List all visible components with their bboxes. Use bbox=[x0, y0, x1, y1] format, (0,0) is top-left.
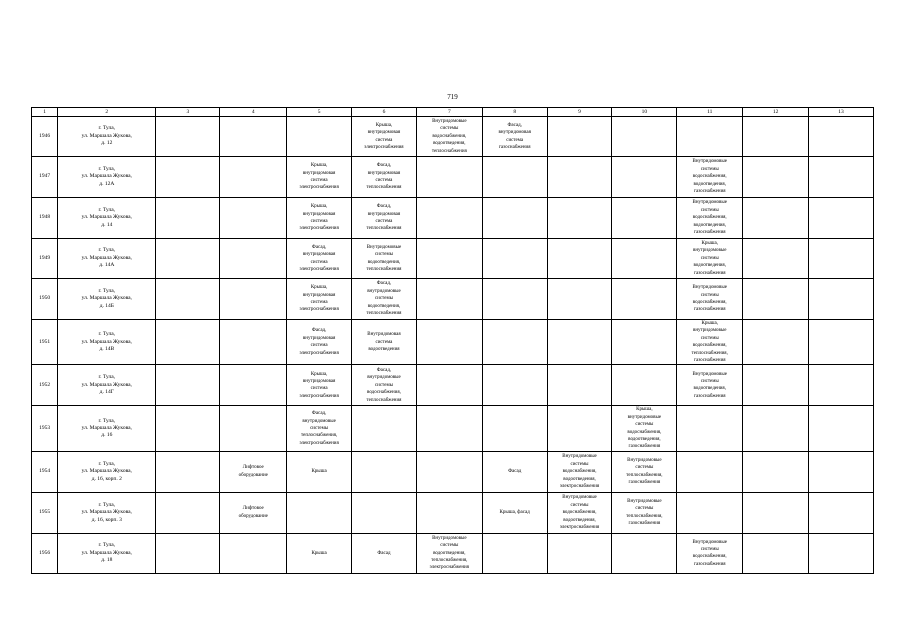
work-type-cell bbox=[220, 320, 287, 365]
work-type-cell: Внутридомовые системы водоснабжения, водоотведения, газоснабжения bbox=[677, 157, 743, 198]
work-type-cell bbox=[809, 451, 874, 492]
address-cell: г. Тула, ул. Маршала Жукова, д. 18 bbox=[58, 533, 156, 573]
row-number-cell: 1956 bbox=[32, 533, 58, 573]
work-type-cell: Внутридомовые системы водоснабжения, водоотведения, газоснабжения bbox=[677, 198, 743, 239]
work-type-cell bbox=[743, 157, 809, 198]
column-header-5: 5 bbox=[287, 108, 352, 117]
column-header-13: 13 bbox=[809, 108, 874, 117]
work-type-cell: Фасад, внутридомовые системы водоснабжения, теплоснабжения bbox=[352, 365, 417, 406]
table-row bbox=[32, 492, 874, 533]
work-type-cell: Фасад, внутридомовая система теплоснабжения bbox=[352, 157, 417, 198]
work-type-cell bbox=[612, 239, 677, 279]
work-type-cell bbox=[547, 365, 612, 406]
work-type-cell: Крыша, внутридомовая система электроснабжения bbox=[287, 157, 352, 198]
work-type-cell bbox=[743, 279, 809, 320]
work-type-cell bbox=[547, 533, 612, 573]
work-type-cell bbox=[156, 117, 220, 157]
work-type-cell bbox=[416, 157, 482, 198]
work-type-cell: Фасад bbox=[352, 533, 417, 573]
work-type-cell bbox=[352, 451, 417, 492]
work-type-cell bbox=[547, 406, 612, 451]
table-row bbox=[32, 198, 874, 239]
work-type-cell: Внутридомовые системы теплоснабжения, газоснабжения bbox=[612, 492, 677, 533]
work-type-cell bbox=[156, 533, 220, 573]
table-row bbox=[32, 157, 874, 198]
table-row bbox=[32, 451, 874, 492]
work-type-cell bbox=[482, 533, 547, 573]
row-number-cell: 1948 bbox=[32, 198, 58, 239]
work-type-cell bbox=[809, 157, 874, 198]
work-type-cell bbox=[547, 157, 612, 198]
work-type-cell bbox=[156, 320, 220, 365]
work-type-cell bbox=[809, 117, 874, 157]
work-type-cell bbox=[743, 406, 809, 451]
table-row bbox=[32, 239, 874, 279]
work-type-cell: Крыша bbox=[287, 533, 352, 573]
row-number-cell: 1947 bbox=[32, 157, 58, 198]
column-header-7: 7 bbox=[416, 108, 482, 117]
work-type-cell bbox=[220, 198, 287, 239]
work-type-cell bbox=[809, 198, 874, 239]
column-header-12: 12 bbox=[743, 108, 809, 117]
work-type-cell bbox=[547, 239, 612, 279]
work-type-cell: Крыша, внутридомовая система электроснабжения bbox=[287, 279, 352, 320]
row-number-cell: 1955 bbox=[32, 492, 58, 533]
work-type-cell: Крыша, внутридомовая система электроснабжения bbox=[287, 198, 352, 239]
work-type-cell bbox=[809, 406, 874, 451]
work-type-cell bbox=[416, 365, 482, 406]
page-number: 719 bbox=[447, 93, 458, 101]
work-type-cell: Крыша bbox=[287, 451, 352, 492]
work-type-cell bbox=[743, 198, 809, 239]
work-type-cell: Фасад, внутридомовые системы теплоснабжения, электроснабжения bbox=[287, 406, 352, 451]
work-type-cell: Внутридомовые системы водоотведения, теплоснабжения bbox=[352, 239, 417, 279]
work-type-cell bbox=[482, 365, 547, 406]
work-type-cell: Фасад bbox=[482, 451, 547, 492]
work-type-cell bbox=[220, 279, 287, 320]
table-row bbox=[32, 279, 874, 320]
work-type-cell bbox=[416, 406, 482, 451]
work-type-cell bbox=[287, 492, 352, 533]
work-type-cell: Фасад, внутридомовая система газоснабжения bbox=[482, 117, 547, 157]
row-number-cell: 1949 bbox=[32, 239, 58, 279]
work-type-cell bbox=[220, 365, 287, 406]
work-type-cell: Внутридомовые системы водоснабжения, водоотведения, электроснабжения bbox=[547, 451, 612, 492]
work-type-cell: Крыша, фасад bbox=[482, 492, 547, 533]
work-type-cell bbox=[677, 451, 743, 492]
work-type-cell bbox=[809, 239, 874, 279]
row-number-cell: 1946 bbox=[32, 117, 58, 157]
table-body bbox=[32, 117, 874, 574]
work-type-cell bbox=[743, 239, 809, 279]
row-number-cell: 1953 bbox=[32, 406, 58, 451]
work-type-cell bbox=[547, 117, 612, 157]
work-type-cell bbox=[612, 365, 677, 406]
work-type-cell bbox=[743, 492, 809, 533]
work-type-cell bbox=[220, 117, 287, 157]
work-type-cell: Фасад, внутридомовая система электроснабжения bbox=[287, 239, 352, 279]
work-type-cell bbox=[220, 239, 287, 279]
work-type-cell bbox=[156, 451, 220, 492]
work-type-cell bbox=[482, 406, 547, 451]
work-type-cell: Фасад, внутридомовая система электроснабжения bbox=[287, 320, 352, 365]
column-header-4: 4 bbox=[220, 108, 287, 117]
work-type-cell bbox=[612, 279, 677, 320]
work-type-cell bbox=[809, 533, 874, 573]
work-type-cell bbox=[416, 239, 482, 279]
address-cell: г. Тула, ул. Маршала Жукова, д. 14Г bbox=[58, 365, 156, 406]
work-type-cell bbox=[809, 365, 874, 406]
table-row bbox=[32, 320, 874, 365]
address-cell: г. Тула, ул. Маршала Жукова, д. 12 bbox=[58, 117, 156, 157]
work-type-cell: Внутридомовые системы теплоснабжения, газоснабжения bbox=[612, 451, 677, 492]
work-type-cell bbox=[612, 157, 677, 198]
row-number-cell: 1952 bbox=[32, 365, 58, 406]
column-header-8: 8 bbox=[482, 108, 547, 117]
column-header-6: 6 bbox=[352, 108, 417, 117]
column-header-9: 9 bbox=[547, 108, 612, 117]
work-type-cell: Внутридомовые системы водоснабжения, водоотведения, электроснабжения bbox=[547, 492, 612, 533]
table-row bbox=[32, 533, 874, 573]
work-type-cell bbox=[416, 279, 482, 320]
work-type-cell bbox=[287, 117, 352, 157]
column-number-header-row bbox=[32, 108, 874, 117]
column-header-1: 1 bbox=[32, 108, 58, 117]
work-type-cell bbox=[156, 492, 220, 533]
work-type-cell bbox=[809, 279, 874, 320]
work-type-cell bbox=[352, 492, 417, 533]
work-type-cell: Крыша, внутридомовая система электроснабжения bbox=[287, 365, 352, 406]
work-type-cell bbox=[482, 198, 547, 239]
address-cell: г. Тула, ул. Маршала Жукова, д. 16, корп. 3 bbox=[58, 492, 156, 533]
address-cell: г. Тула, ул. Маршала Жукова, д. 12А bbox=[58, 157, 156, 198]
work-type-cell bbox=[156, 279, 220, 320]
table-row bbox=[32, 406, 874, 451]
work-type-cell bbox=[743, 117, 809, 157]
work-type-cell bbox=[416, 320, 482, 365]
column-header-11: 11 bbox=[677, 108, 743, 117]
work-type-cell bbox=[809, 320, 874, 365]
column-header-10: 10 bbox=[612, 108, 677, 117]
work-type-cell bbox=[482, 279, 547, 320]
work-type-cell: Крыша, внутридомовая система электроснабжения bbox=[352, 117, 417, 157]
work-type-cell bbox=[677, 492, 743, 533]
work-type-cell bbox=[677, 406, 743, 451]
work-type-cell: Внутридомовые системы водоотведения, теплоснабжения, электроснабжения bbox=[416, 533, 482, 573]
address-cell: г. Тула, ул. Маршала Жукова, д. 16, корп. 2 bbox=[58, 451, 156, 492]
work-type-cell bbox=[612, 198, 677, 239]
work-type-cell bbox=[156, 198, 220, 239]
work-type-cell bbox=[416, 451, 482, 492]
work-type-cell bbox=[156, 406, 220, 451]
table-row bbox=[32, 117, 874, 157]
work-type-cell bbox=[547, 198, 612, 239]
work-type-cell: Фасад, внутридомовая система теплоснабжения bbox=[352, 198, 417, 239]
work-type-cell bbox=[156, 365, 220, 406]
work-type-cell: Крыша, внутридомовые системы водоснабжения, теплоснабжения, газоснабжения bbox=[677, 320, 743, 365]
row-number-cell: 1954 bbox=[32, 451, 58, 492]
work-type-cell bbox=[612, 533, 677, 573]
work-type-cell: Внутридомовые системы водоснабжения, газоснабжения bbox=[677, 533, 743, 573]
work-type-cell bbox=[743, 365, 809, 406]
column-header-3: 3 bbox=[156, 108, 220, 117]
work-type-cell: Внутридомовые системы водоснабжения, водоотведения, теплоснабжения bbox=[416, 117, 482, 157]
work-type-cell: Лифтовое оборудование bbox=[220, 451, 287, 492]
work-type-cell bbox=[547, 279, 612, 320]
work-type-cell: Крыша, внутридомовые системы водоотведения, газоснабжения bbox=[677, 239, 743, 279]
address-cell: г. Тула, ул. Маршала Жукова, д. 14А bbox=[58, 239, 156, 279]
work-type-cell: Внутридомовая система водоотведения bbox=[352, 320, 417, 365]
work-type-cell bbox=[612, 320, 677, 365]
work-type-cell bbox=[482, 157, 547, 198]
address-cell: г. Тула, ул. Маршала Жукова, д. 14В bbox=[58, 320, 156, 365]
work-type-cell bbox=[743, 320, 809, 365]
work-type-cell: Фасад, внутридомовые системы водоотведения, теплоснабжения bbox=[352, 279, 417, 320]
work-type-cell: Внутридомовые системы водоотведения, газоснабжения bbox=[677, 365, 743, 406]
table-row bbox=[32, 365, 874, 406]
repair-schedule-table bbox=[31, 107, 874, 574]
work-type-cell bbox=[220, 533, 287, 573]
work-type-cell bbox=[809, 492, 874, 533]
work-type-cell bbox=[416, 492, 482, 533]
row-number-cell: 1950 bbox=[32, 279, 58, 320]
work-type-cell bbox=[547, 320, 612, 365]
work-type-cell bbox=[352, 406, 417, 451]
work-type-cell bbox=[220, 157, 287, 198]
address-cell: г. Тула, ул. Маршала Жукова, д. 14Б bbox=[58, 279, 156, 320]
work-type-cell bbox=[482, 320, 547, 365]
row-number-cell: 1951 bbox=[32, 320, 58, 365]
work-type-cell bbox=[482, 239, 547, 279]
work-type-cell bbox=[220, 406, 287, 451]
work-type-cell bbox=[677, 117, 743, 157]
address-cell: г. Тула, ул. Маршала Жукова, д. 14 bbox=[58, 198, 156, 239]
work-type-cell bbox=[156, 239, 220, 279]
work-type-cell bbox=[743, 533, 809, 573]
work-type-cell: Лифтовое оборудование bbox=[220, 492, 287, 533]
work-type-cell: Крыша, внутридомовые системы водоснабжения, водоотведения, газоснабжения bbox=[612, 406, 677, 451]
work-type-cell: Внутридомовые системы водоснабжения, газоснабжения bbox=[677, 279, 743, 320]
work-type-cell bbox=[416, 198, 482, 239]
work-type-cell bbox=[156, 157, 220, 198]
column-header-2: 2 bbox=[58, 108, 156, 117]
work-type-cell bbox=[743, 451, 809, 492]
work-type-cell bbox=[612, 117, 677, 157]
address-cell: г. Тула, ул. Маршала Жукова, д. 16 bbox=[58, 406, 156, 451]
